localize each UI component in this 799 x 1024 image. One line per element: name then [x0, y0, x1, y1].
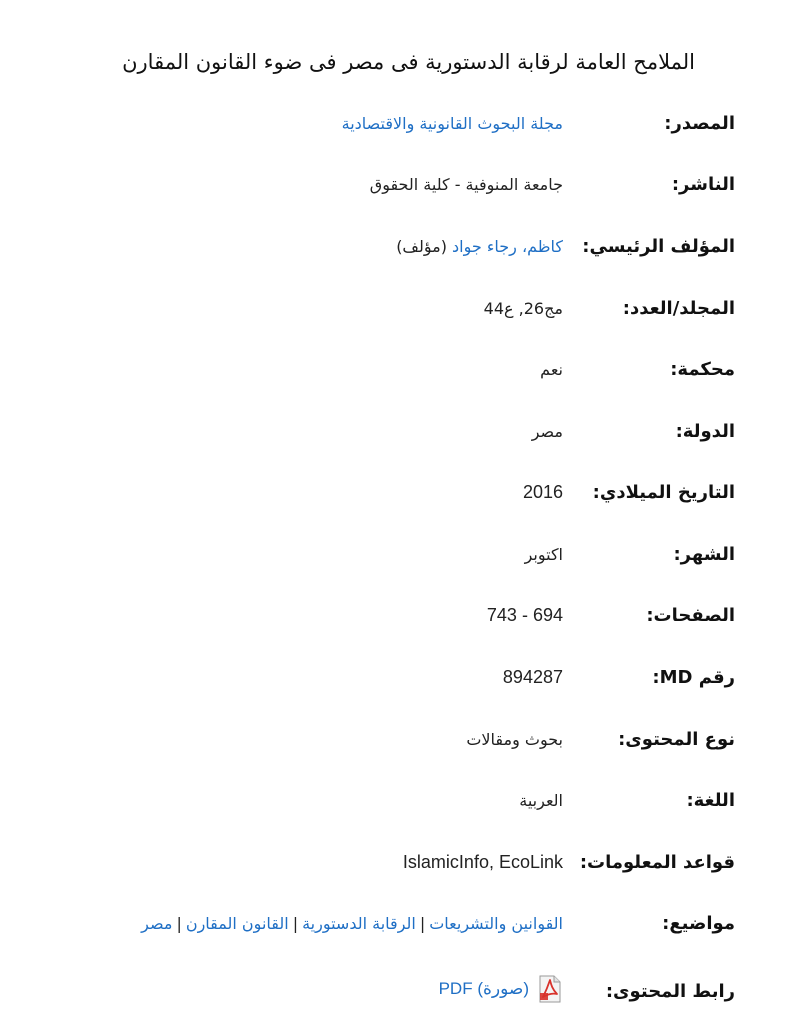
field-peer-reviewed — [40, 351, 735, 387]
pdf-link-text[interactable]: PDF (صورة) — [438, 979, 529, 998]
pdf-download-link[interactable] — [439, 975, 563, 1003]
databases-value: IslamicInfo, EcoLink — [402, 851, 563, 872]
field-label: الناشر: — [671, 173, 735, 195]
month-value: اكتوبر — [524, 544, 563, 564]
publisher-value: جامعة المنوفية - كلية الحقوق — [369, 174, 563, 194]
field-volume — [40, 290, 735, 326]
year-value: 2016 — [522, 481, 563, 502]
content-type-value: بحوث ومقالات — [466, 729, 563, 749]
field-label: مواضيع: — [662, 912, 735, 934]
field-content-link — [40, 973, 735, 1009]
field-label: التاريخ الميلادي: — [592, 481, 735, 503]
field-databases — [40, 844, 735, 880]
subject-link[interactable]: القانون المقارن — [185, 913, 289, 933]
subject-separator: | — [419, 913, 426, 933]
subject-separator: | — [292, 913, 299, 933]
field-label: الشهر: — [673, 543, 735, 565]
field-subjects — [40, 905, 735, 941]
field-month — [40, 536, 735, 572]
md-number-value: 894287 — [502, 666, 563, 687]
country-value: مصر — [531, 421, 563, 441]
field-md-number — [40, 659, 735, 695]
field-country — [40, 413, 735, 449]
field-label: الصفحات: — [646, 604, 735, 626]
volume-value: مج26, ع44 — [483, 298, 563, 318]
pages-value: 694 - 743 — [486, 604, 563, 625]
author-role: (مؤلف) — [396, 236, 447, 256]
field-label: نوع المحتوى: — [618, 728, 735, 750]
field-label: المصدر: — [664, 112, 735, 134]
field-year — [40, 474, 735, 510]
field-label: رابط المحتوى: — [605, 980, 735, 1002]
field-label: اللغة: — [686, 789, 735, 811]
language-value: العربية — [519, 790, 563, 810]
pdf-icon[interactable] — [537, 975, 563, 1003]
field-content-type — [40, 721, 735, 757]
field-label: رقم MD: — [652, 666, 735, 688]
subject-link[interactable]: القوانين والتشريعات — [429, 913, 563, 933]
field-label: المؤلف الرئيسي: — [582, 235, 735, 257]
subject-separator: | — [176, 913, 182, 933]
field-author — [40, 228, 735, 264]
field-language — [40, 782, 735, 818]
source-link[interactable]: مجلة البحوث القانونية والاقتصادية — [341, 113, 563, 133]
subjects-list — [40, 914, 563, 933]
subject-link[interactable]: مصر — [141, 913, 173, 933]
field-label: قواعد المعلومات: — [579, 851, 735, 873]
field-label: المجلد/العدد: — [622, 297, 735, 319]
field-source — [40, 105, 735, 141]
record-title: الملامح العامة لرقابة الدستورية فى مصر فى ضوء القانون المقارن — [122, 50, 695, 74]
author-link[interactable]: كاظم، رجاء جواد — [452, 236, 563, 256]
field-publisher — [40, 166, 735, 202]
field-label: الدولة: — [675, 420, 735, 442]
field-label: محكمة: — [670, 358, 735, 380]
field-pages — [40, 597, 735, 633]
subject-link[interactable]: الرقابة الدستورية — [302, 913, 416, 933]
peer-reviewed-value: نعم — [540, 359, 563, 379]
